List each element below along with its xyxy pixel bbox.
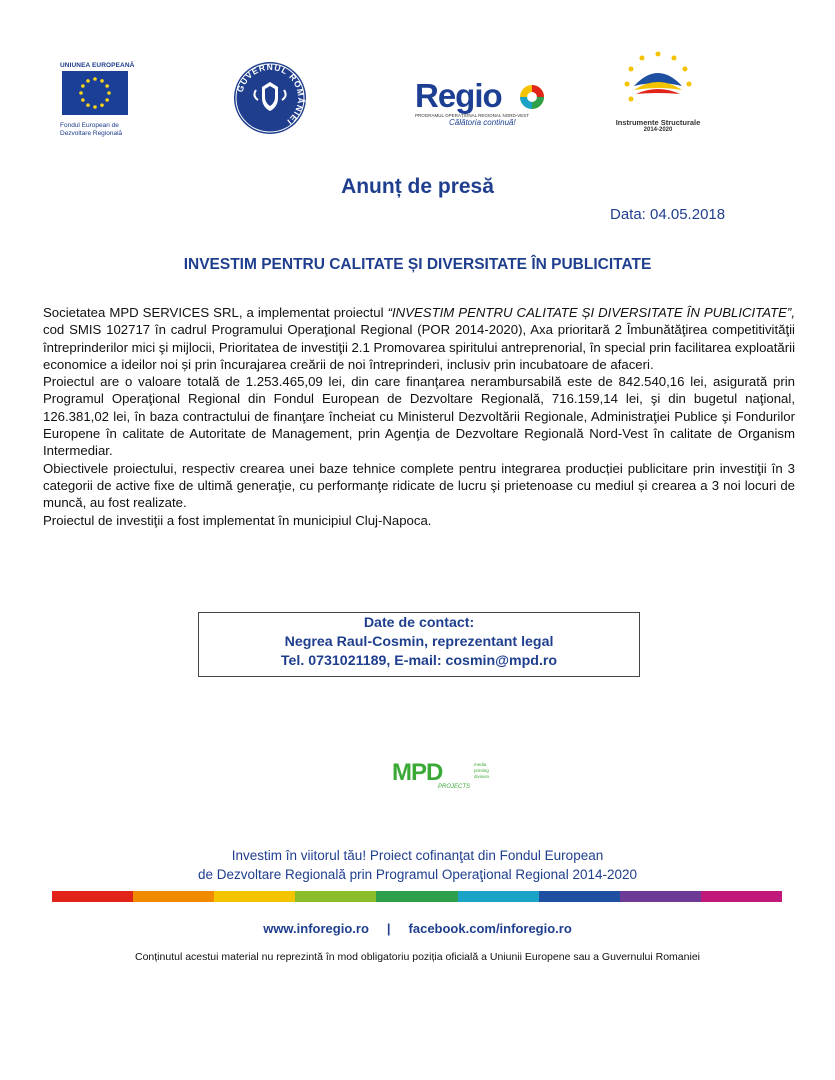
- contact-box: [198, 612, 640, 677]
- paragraph-1-start: Societatea MPD SERVICES SRL, a implementat proiectul: [43, 305, 388, 320]
- stripe-segment: [376, 891, 457, 902]
- page-title: Anunț de presă: [341, 175, 494, 198]
- stripe-segment: [620, 891, 701, 902]
- color-stripe: [52, 891, 782, 902]
- disclaimer: Conținutul acestui material nu reprezintă în mod obligatoriu poziția oficială a Uniunii Europene sau a Guvernului Romaniei: [135, 951, 700, 963]
- project-name: “INVESTIM PENTRU CALITATE ȘI DIVERSITATE ÎN PUBLICITATE”,: [387, 305, 795, 320]
- mpd-logo-sub: PROJECTS: [438, 784, 471, 790]
- contact-details: Tel. 0731021189, E-mail: cosmin@mpd.ro: [280, 653, 558, 669]
- paragraph-1: [43, 304, 795, 373]
- instrumente-structurale-logo: [608, 50, 708, 133]
- logo-bar: [0, 50, 835, 150]
- mpd-logo-tag2: printing: [474, 768, 489, 773]
- stripe-segment: [295, 891, 376, 902]
- stripe-segment: [458, 891, 539, 902]
- eu-star: [105, 84, 109, 88]
- eu-star: [100, 103, 104, 107]
- instrumente-years: 2014-2020: [643, 127, 673, 133]
- eu-logo: [60, 62, 140, 138]
- mpd-logo-graphic: [338, 710, 556, 812]
- press-date: Data: 04.05.2018: [610, 206, 726, 223]
- mpd-logo-tag3: division: [474, 774, 490, 779]
- paragraph-2: Proiectul are o valoare totală de 1.253.465,09 lei, din care finanţarea nerambursabilă este de 842.540,16 lei, asigurată prin Programul Operaţional Regional din Fondul European de Dezvoltare Regională, 716.159,14 lei, şi din bugetul naţional, 126.381,02 lei, în baza contractului de finanţare încheiat cu Ministerul Dezvoltării Regionale, Administraţiei Publice şi Fondurilor Europene în calitate de Autoritate de Management, prin Agenţia de Dezvoltare Regională Nord-Vest în calitate de Organism Intermediar.: [43, 374, 795, 459]
- facebook-link[interactable]: facebook.com/inforegio.ro: [408, 921, 572, 936]
- eu-logo-title: UNIUNEA EUROPEANĂ: [60, 62, 135, 69]
- eu-star: [86, 79, 90, 83]
- eu-star: [100, 79, 104, 83]
- eu-star: [93, 105, 97, 109]
- stripe-segment: [701, 891, 782, 902]
- stripe-segment: [52, 891, 133, 902]
- press-headline: INVESTIM PENTRU CALITATE ȘI DIVERSITATE ÎN PUBLICITATE: [183, 256, 652, 273]
- eu-flag-icon: [62, 71, 128, 115]
- eu-star: [81, 98, 85, 102]
- regio-logo: [415, 77, 550, 127]
- contact-heading: Date de contact:: [363, 615, 475, 631]
- footer-links: [0, 921, 835, 936]
- mpd-logo: [338, 710, 556, 812]
- eu-logo-line1: Fondul European de: [60, 122, 119, 129]
- government-logo: [232, 60, 308, 136]
- eu-logo-line2: Dezvoltare Regională: [60, 130, 123, 137]
- press-body: [43, 304, 795, 529]
- link-separator: |: [386, 921, 391, 936]
- stripe-segment: [539, 891, 620, 902]
- eu-star: [86, 103, 90, 107]
- cofinancing-line2: de Dezvoltare Regională prin Programul Operaţional Regional 2014-2020: [197, 867, 638, 882]
- regio-tagline: PROGRAMUL OPERAȚIONAL REGIONAL NORD-VEST: [415, 113, 530, 118]
- paragraph-1-end: cod SMIS 102717 în cadrul Programului Operaţional Regional (POR 2014-2020), Axa prioritară 2 Îmbunătăţirea competitivităţii întreprinderilor mici şi mijlocii, Prioritatea de investiţii 2.1 Promovarea spiritului antreprenorial, în special prin facilitarea exploatării economice a ideilor noi și prin încurajarea creării de noi întreprinderi, inclusiv prin incubatoare de afaceri.: [43, 322, 796, 372]
- eu-star: [105, 98, 109, 102]
- mpd-logo-tag1: media: [474, 762, 487, 767]
- paragraph-3: Obiectivele proiectului, respectiv crearea unei baze tehnice complete pentru integrarea producției publicitare prin investiţii în 3 categorii de active fixe de ultimă generaţie, cu performanţe ridicate de lucru şi prietenoase cu mediul și crearea a 3 noi locuri de muncă, au fost realizate.: [43, 460, 795, 511]
- cofinancing-line1: Investim în viitorul tău! Proiect cofinanţat din Fondul European: [231, 848, 604, 863]
- regio-slogan: Călătoria continuă!: [449, 118, 516, 127]
- regio-wordmark: Regio: [415, 77, 502, 114]
- government-seal-icon: [232, 60, 308, 136]
- instrumente-stars-icon: [622, 50, 694, 116]
- eu-star: [81, 84, 85, 88]
- mpd-logo-text: MPD: [392, 759, 443, 786]
- cofinancing-note: [0, 846, 835, 884]
- inforegio-link[interactable]: www.inforegio.ro: [263, 921, 369, 936]
- stripe-segment: [133, 891, 214, 902]
- government-seal-text: GUVERNUL ROMÂNIEI: [234, 61, 307, 128]
- stripe-segment: [214, 891, 295, 902]
- instrumente-title: Instrumente Structurale: [615, 118, 701, 127]
- paragraph-4: Proiectul de investiţii a fost implementat în municipiul Cluj-Napoca.: [43, 512, 432, 528]
- regio-sun-icon: [519, 84, 545, 110]
- eu-star: [93, 77, 97, 81]
- eu-star: [107, 91, 111, 95]
- eu-star: [79, 91, 83, 95]
- contact-person: Negrea Raul-Cosmin, reprezentant legal: [284, 634, 554, 650]
